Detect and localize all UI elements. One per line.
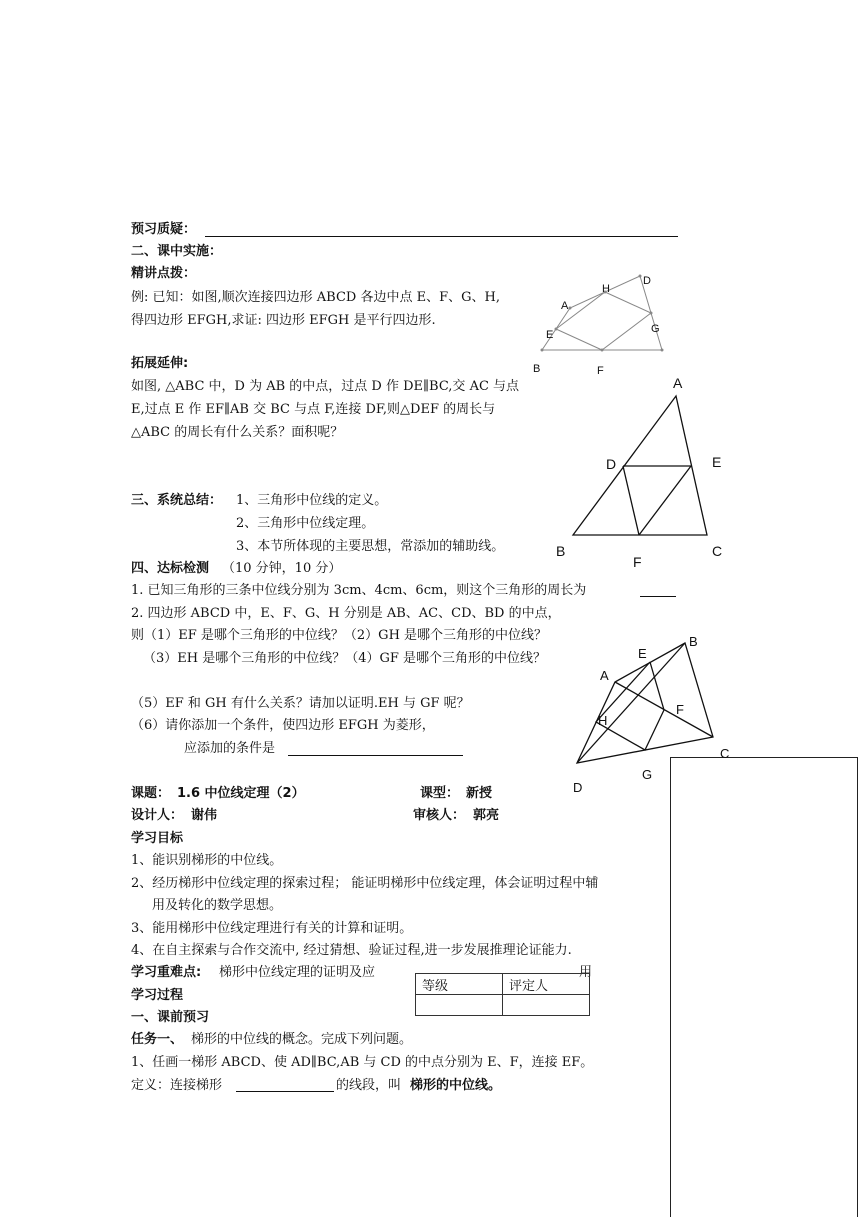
figure-midpoints: [565, 630, 745, 795]
example-line-2: 得四边形 EFGH,求证: 四边形 EFGH 是平行四边形.: [131, 313, 436, 328]
reviewer-label: 审核人：: [413, 808, 466, 823]
topic-value: 1.6 中位线定理（2）: [177, 786, 305, 801]
test-title: 四、达标检测: [131, 561, 210, 576]
test-q2-d: （6）请你添加一个条件，使四边形 EFGH 为菱形，: [131, 718, 435, 733]
segment-ef: [639, 466, 691, 535]
test-q2-e: 应添加的条件是: [184, 741, 276, 756]
preview-question-line: [205, 236, 678, 237]
fig1-label-e: E: [546, 329, 554, 341]
reviewer-value: 郭亮: [473, 808, 500, 823]
goal-1: 1、能识别梯形的中位线。: [131, 853, 283, 868]
grade-cell-evaluator[interactable]: [503, 995, 590, 1016]
fig3-label-h: H: [598, 713, 608, 728]
grade-header-level: 等级: [416, 974, 503, 995]
test-q2: 2. 四边形 ABCD 中，E、F、G、H 分别是 AB、AC、CD、BD 的中点，: [131, 606, 561, 621]
figure-quadrilateral: [528, 268, 678, 378]
test-q2-b: （3）EH 是哪个三角形的中位线？（4）GF 是哪个三角形的中位线？: [143, 651, 547, 666]
designer-label: 设计人：: [131, 808, 184, 823]
definition-a: 定义：连接梯形: [131, 1078, 223, 1093]
extension-line-2: E,过点 E 作 EF∥AB 交 BC 与点 F,连接 DF,则△DEF 的周长与: [131, 402, 496, 417]
fig2-label-e: E: [712, 454, 722, 470]
fig3-label-b: B: [689, 634, 698, 649]
section-2-title: 二、课中实施：: [131, 244, 223, 259]
goals-title: 学习目标: [131, 831, 184, 846]
test-q1: 1. 已知三角形的三条中位线分别为 3cm、4cm、6cm，则这个三角形的周长为: [131, 583, 587, 598]
task-text: 梯形的中位线的概念。完成下列问题。: [191, 1032, 413, 1047]
task-step-1: 1、任画一梯形 ABCD、使 AD∥BC,AB 与 CD 的中点分别为 E、F，连接 EF。: [131, 1055, 594, 1070]
grade-table: [415, 973, 590, 1016]
definition-c: 梯形的中位线。: [410, 1078, 502, 1093]
goal-2b: 用及转化的数学思想。: [152, 898, 283, 913]
fig1-label-g: G: [651, 323, 660, 335]
fig2-label-f: F: [633, 554, 642, 570]
fig3-label-a: A: [600, 668, 609, 683]
extension-line-1: 如图, △ABC 中，D 为 AB 的中点，过点 D 作 DE∥BC,交 AC 与点: [131, 379, 520, 394]
side-box: [670, 757, 858, 1217]
fig2-label-b: B: [556, 543, 566, 559]
fig3-label-e: E: [638, 646, 647, 661]
test-q2-a: 则（1）EF 是哪个三角形的中位线？（2）GH 是哪个三角形的中位线？: [131, 628, 548, 643]
fig3-label-f: F: [676, 702, 684, 717]
fig1-label-f: F: [597, 365, 604, 377]
fig1-label-a: A: [561, 300, 569, 312]
summary-item-1: 1、三角形中位线的定义。: [236, 493, 388, 508]
fig2-label-a: A: [673, 375, 683, 391]
preview-title: 一、课前预习: [131, 1010, 210, 1025]
topic-label: 课题：: [131, 786, 171, 801]
fig3-label-g: G: [642, 767, 653, 782]
grade-header-evaluator: 评定人: [503, 974, 590, 995]
summary-item-3: 3、本节所体现的主要思想，常添加的辅助线。: [236, 539, 505, 554]
preview-question-label: 预习质疑：: [131, 222, 197, 237]
quad-abcd-2: [577, 643, 713, 763]
goal-4: 4、在自主探索与合作交流中, 经过猜想、验证过程,进一步发展推理论证能力.: [131, 943, 572, 958]
test-q2-c: （5）EF 和 GH 有什么关系？请加以证明.EH 与 GF 呢？: [131, 696, 470, 711]
example-line-1: 例: 已知：如图,顺次连接四边形 ABCD 各边中点 E、F、G、H,: [131, 290, 500, 305]
type-value: 新授: [466, 786, 493, 801]
lecture-title: 精讲点拨：: [131, 266, 197, 281]
task-label: 任务一、: [131, 1032, 184, 1047]
extension-title: 拓展延伸:: [131, 356, 189, 371]
fig3-label-c: C: [720, 746, 730, 761]
definition-b: 的线段，叫: [336, 1078, 402, 1093]
fig1-label-b: B: [533, 363, 541, 375]
extension-line-3: △ABC 的周长有什么关系？面积呢？: [131, 425, 344, 440]
key-label: 学习重难点:: [131, 965, 202, 980]
key-text: 梯形中位线定理的证明及应: [219, 965, 376, 980]
quad-efgh: [556, 292, 651, 350]
fig2-label-c: C: [712, 543, 723, 559]
definition-blank: [236, 1091, 334, 1092]
grade-cell-level[interactable]: [416, 995, 503, 1016]
process-title: 学习过程: [131, 988, 184, 1003]
summary-title: 三、系统总结：: [131, 493, 223, 508]
test-time: （10 分钟，10 分）: [222, 561, 342, 576]
figure-triangle: [550, 370, 730, 575]
segment-df: [623, 466, 639, 535]
key-tail: 用: [579, 965, 593, 980]
goal-3: 3、能用梯形中位线定理进行有关的计算和证明。: [131, 921, 413, 936]
designer-value: 谢伟: [191, 808, 218, 823]
summary-item-2: 2、三角形中位线定理。: [236, 516, 375, 531]
test-q2-e-blank: [288, 755, 463, 756]
fig3-label-d: D: [573, 780, 583, 795]
goal-2a: 2、经历梯形中位线定理的探索过程； 能证明梯形中位线定理，体会证明过程中辅: [131, 876, 599, 891]
fig1-label-h: H: [602, 283, 610, 295]
type-label: 课型：: [420, 786, 460, 801]
test-q1-blank: [640, 596, 676, 597]
fig2-label-d: D: [606, 456, 617, 472]
fig1-label-d: D: [643, 275, 651, 287]
